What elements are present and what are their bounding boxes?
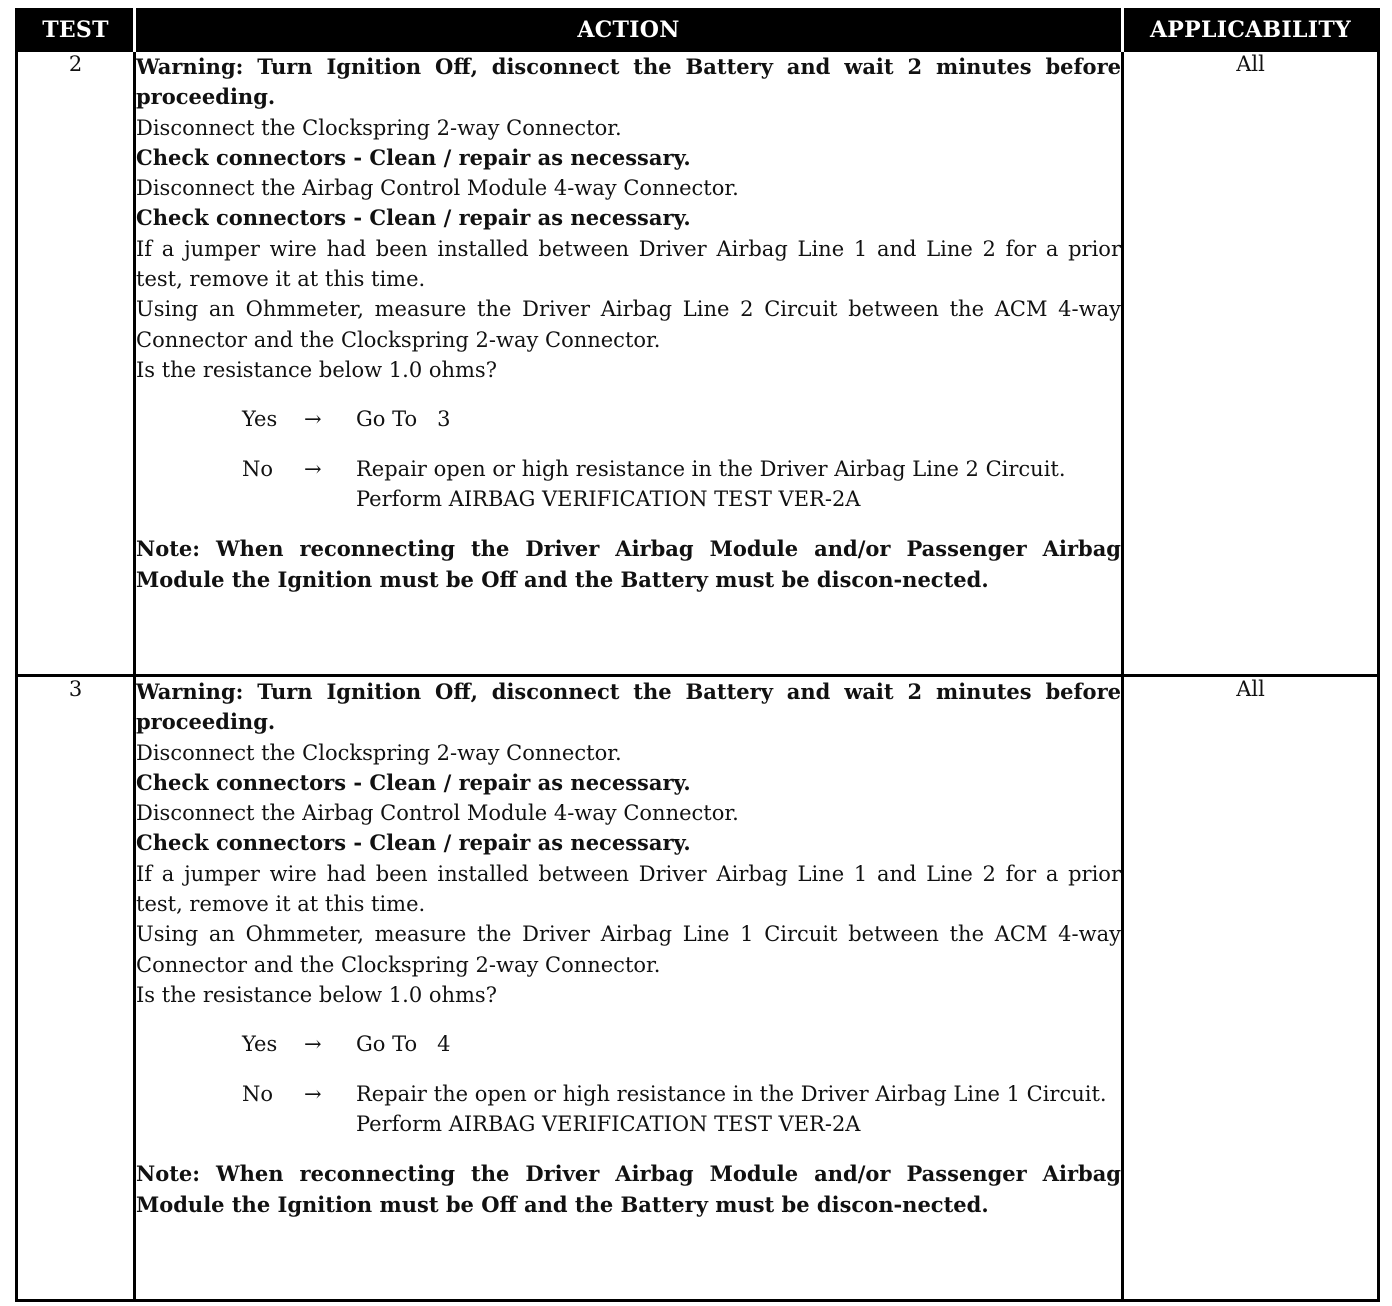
yes-branch	[242, 1029, 1121, 1059]
note-text: Note: When reconnecting the Driver Airbag Module and/or Passenger Airbag Module the Ignition must be Off and the Battery must be discon-nected.	[136, 536, 1121, 593]
jumper-text: If a jumper wire had been installed between Driver Airbag Line 1 and Line 2 for a prior test, remove it at this time.	[136, 236, 1121, 292]
yes-label: Yes	[242, 407, 278, 432]
no-action: Repair the open or high resistance in the Driver Airbag Line 1 Circuit.	[356, 1081, 1107, 1106]
step-text: Disconnect the Clockspring 2-way Connector.	[136, 740, 622, 765]
question-text: Is the resistance below 1.0 ohms?	[136, 357, 497, 382]
note-text: Note: When reconnecting the Driver Airbag Module and/or Passenger Airbag Module the Ignition must be Off and the Battery must be discon-nected.	[136, 1161, 1121, 1218]
applicability-value: All	[1123, 676, 1379, 1301]
right-arrow-icon: →	[304, 1081, 322, 1106]
measure-text: Using an Ohmmeter, measure the Driver Airbag Line 1 Circuit between the ACM 4-way Connector and the Clockspring 2-way Connector.	[136, 922, 1121, 977]
yes-action: Go To 3	[356, 407, 451, 432]
check-text: Check connectors - Clean / repair as necessary.	[136, 830, 691, 856]
step-text: Disconnect the Clockspring 2-way Connector.	[136, 115, 622, 140]
table-header-row	[17, 10, 1379, 51]
check-text: Check connectors - Clean / repair as necessary.	[136, 205, 691, 231]
table-row	[17, 676, 1379, 1301]
no-followup: Perform AIRBAG VERIFICATION TEST VER-2A	[356, 486, 861, 511]
no-label: No	[242, 1081, 274, 1106]
warning-text: Warning: Turn Ignition Off, disconnect the Battery and wait 2 minutes before proceeding.	[136, 679, 1121, 735]
no-action: Repair open or high resistance in the Driver Airbag Line 2 Circuit.	[356, 456, 1066, 481]
header-applicability: APPLICABILITY	[1123, 10, 1379, 51]
header-action: ACTION	[135, 10, 1123, 51]
yes-branch	[242, 404, 1121, 434]
no-action-group	[356, 454, 1121, 515]
no-action-group	[356, 1079, 1121, 1140]
table-row	[17, 51, 1379, 676]
no-label: No	[242, 456, 274, 481]
test-number: 3	[17, 676, 135, 1301]
test-number: 2	[17, 51, 135, 676]
question-text: Is the resistance below 1.0 ohms?	[136, 982, 497, 1007]
right-arrow-icon: →	[304, 1032, 322, 1057]
yes-label: Yes	[242, 1032, 278, 1057]
measure-text: Using an Ohmmeter, measure the Driver Airbag Line 2 Circuit between the ACM 4-way Connector and the Clockspring 2-way Connector.	[136, 297, 1121, 352]
check-text: Check connectors - Clean / repair as necessary.	[136, 769, 691, 795]
jumper-text: If a jumper wire had been installed between Driver Airbag Line 1 and Line 2 for a prior test, remove it at this time.	[136, 861, 1121, 917]
check-text: Check connectors - Clean / repair as necessary.	[136, 144, 691, 170]
test-procedure-table	[15, 8, 1380, 1302]
header-test: TEST	[17, 10, 135, 51]
no-branch	[242, 1079, 1121, 1140]
yes-action: Go To 4	[356, 1032, 451, 1057]
action-cell	[135, 676, 1123, 1301]
action-cell	[135, 51, 1123, 676]
applicability-value: All	[1123, 51, 1379, 676]
right-arrow-icon: →	[304, 407, 322, 432]
no-branch	[242, 454, 1121, 515]
warning-text: Warning: Turn Ignition Off, disconnect the Battery and wait 2 minutes before proceeding.	[136, 54, 1121, 110]
right-arrow-icon: →	[304, 456, 322, 481]
step-text: Disconnect the Airbag Control Module 4-way Connector.	[136, 801, 739, 826]
step-text: Disconnect the Airbag Control Module 4-way Connector.	[136, 176, 739, 201]
no-followup: Perform AIRBAG VERIFICATION TEST VER-2A	[356, 1111, 861, 1136]
